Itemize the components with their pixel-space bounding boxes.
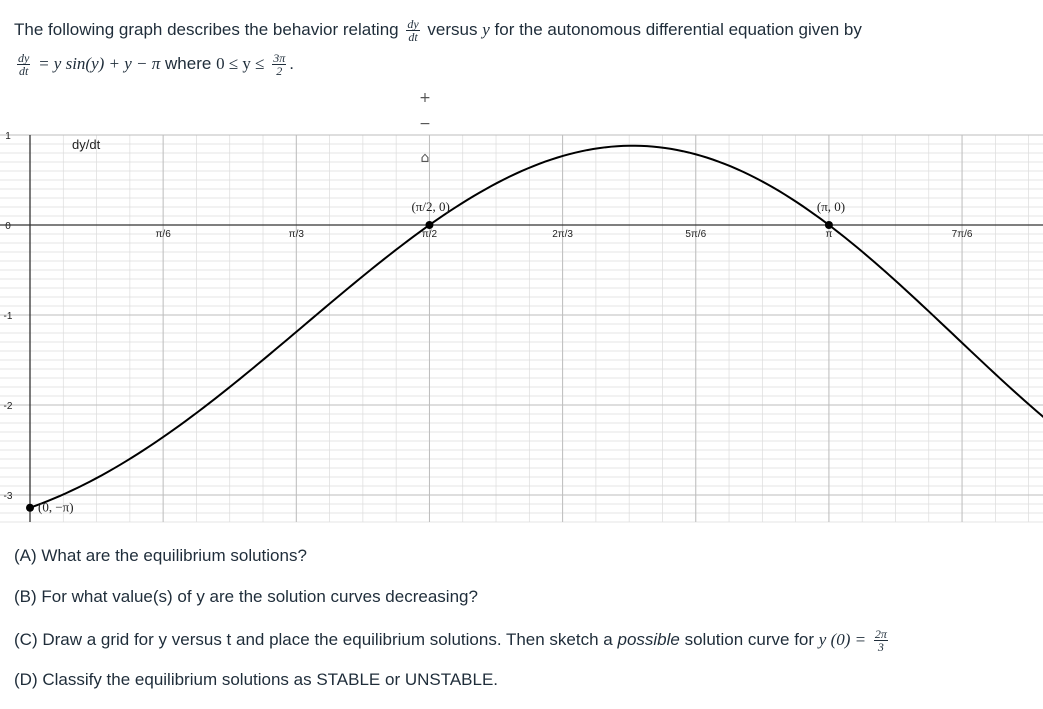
equation-lhs: $\frac{dy}{dt}$ bbox=[18, 51, 30, 78]
intro-text: The following graph describes the behavior relating bbox=[14, 19, 399, 39]
point-label: (π, 0) bbox=[816, 199, 846, 214]
dy-dt-fraction: $\frac{dy}{dt}$ bbox=[407, 17, 419, 44]
x-tick-label: π bbox=[825, 229, 833, 240]
question-a: (A) What are the equilibrium solutions? bbox=[14, 546, 307, 565]
dydt-chart bbox=[0, 90, 973, 530]
y-axis-label: dy/dt bbox=[72, 137, 101, 152]
zoom-in-button[interactable]: + bbox=[419, 90, 431, 106]
equation-line: $\frac{dy}{dt}$ = y sin(y) + y − π where 0 ≤ y ≤ $\frac{3\pi}{2}$ . bbox=[18, 51, 294, 78]
point-marker bbox=[825, 221, 833, 229]
x-tick-label: π/6 bbox=[155, 229, 171, 240]
y-tick-label: 0 bbox=[5, 221, 11, 232]
point-label: (π/2, 0) bbox=[411, 199, 450, 214]
home-icon[interactable]: ⌂ bbox=[420, 150, 430, 166]
point-marker bbox=[26, 504, 34, 512]
initial-value-fraction: $\frac{2\pi}{3}$ bbox=[874, 627, 887, 654]
x-tick-label: π/2 bbox=[421, 229, 438, 240]
y-tick-label: -2 bbox=[3, 401, 13, 412]
zoom-out-button[interactable]: − bbox=[419, 116, 431, 132]
y-tick-label: 1 bbox=[5, 131, 11, 142]
question-d: (D) Classify the equilibrium solutions as STABLE or UNSTABLE. bbox=[14, 670, 499, 689]
intro-line-1: The following graph describes the behavior relating $\frac{dy}{dt}$ versus y for the autonomous differential equation given by bbox=[14, 17, 862, 44]
x-tick-label: π/3 bbox=[288, 229, 304, 240]
x-tick-label: 5π/6 bbox=[685, 229, 707, 240]
x-tick-label: 7π/6 bbox=[951, 229, 973, 240]
domain-upper-fraction: $\frac{3\pi}{2}$ bbox=[273, 51, 286, 78]
point-marker bbox=[425, 221, 433, 229]
domain-text: 0 ≤ y ≤ bbox=[216, 53, 265, 73]
x-tick-label: 2π/3 bbox=[552, 229, 574, 240]
equation-rhs: = y sin(y) + y − π bbox=[38, 53, 161, 73]
y-tick-label: -1 bbox=[3, 311, 13, 322]
question-c: (C) Draw a grid for y versus t and place the equilibrium solutions. Then sketch a possible solution curve for y (0) = $\frac{2\pi}{3}$ bbox=[14, 627, 887, 654]
function-curve bbox=[30, 146, 1043, 508]
y-tick-label: -3 bbox=[3, 491, 13, 502]
point-label: (0, −π) bbox=[38, 499, 74, 515]
question-b: (B) For what value(s) of y are the solution curves decreasing? bbox=[14, 587, 478, 606]
